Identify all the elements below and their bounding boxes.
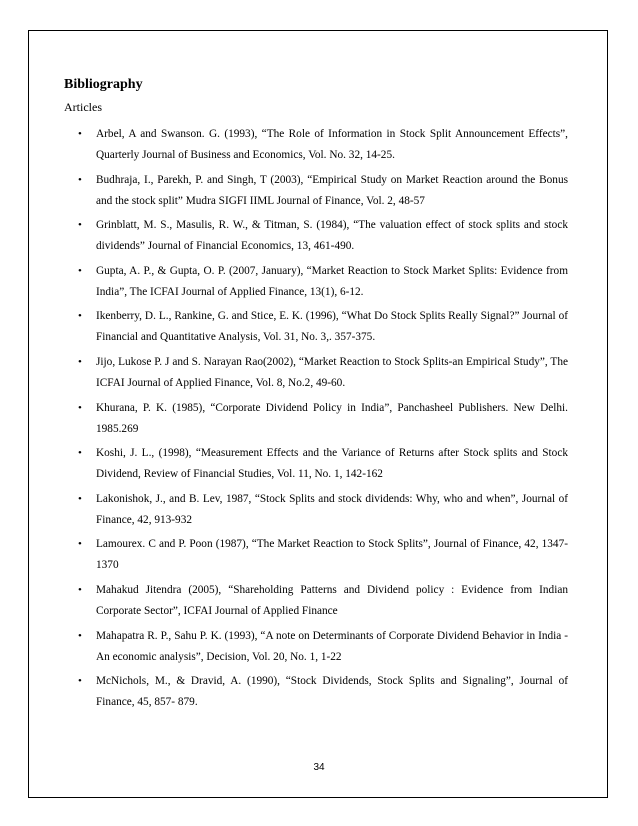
reference-text: Khurana, P. K. (1985), “Corporate Dividend Policy in India”, Panchasheel Publishers. New Delhi. 1985.269 xyxy=(96,401,568,435)
bullet-icon: • xyxy=(78,629,82,642)
bullet-icon: • xyxy=(78,538,82,551)
reference-text: Mahapatra R. P., Sahu P. K. (1993), “A note on Determinants of Corporate Dividend Behavior in India - An economic analysis”, Decision, Vol. 20, No. 1, 1-22 xyxy=(96,629,568,663)
reference-item xyxy=(78,443,568,485)
reference-item xyxy=(78,489,568,531)
reference-item xyxy=(78,124,568,166)
reference-item xyxy=(78,580,568,622)
reference-item xyxy=(78,352,568,394)
bullet-icon: • xyxy=(78,173,82,186)
articles-subheading: Articles xyxy=(64,100,102,114)
reference-item xyxy=(78,215,568,257)
reference-text: Gupta, A. P., & Gupta, O. P. (2007, January), “Market Reaction to Stock Market Splits: Evidence from India”, The ICFAI Journal of Applied Finance, 13(1), 6-12. xyxy=(96,264,568,298)
reference-text: Koshi, J. L., (1998), “Measurement Effects and the Variance of Returns after Stock splits and Stock Dividend, Review of Financial Studies, Vol. 11, No. 1, 142-162 xyxy=(96,447,568,481)
reference-item xyxy=(78,306,568,348)
reference-text: Arbel, A and Swanson. G. (1993), “The Role of Information in Stock Split Announcement Effects”, Quarterly Journal of Business and Economics, Vol. No. 32, 14-25. xyxy=(96,128,568,161)
bullet-icon: • xyxy=(78,128,82,140)
reference-item xyxy=(78,261,568,303)
reference-text: Mahakud Jitendra (2005), “Shareholding Patterns and Dividend policy : Evidence from Indian Corporate Sector”, ICFAI Journal of Applied Finance xyxy=(96,583,568,617)
reference-text: Budhraja, I., Parekh, P. and Singh, T (2003), “Empirical Study on Market Reaction around the Bonus and the stock split” Mudra SIGFI IIML Journal of Finance, Vol. 2, 48-57 xyxy=(96,173,568,207)
bullet-icon: • xyxy=(78,583,82,596)
bullet-icon: • xyxy=(78,401,82,414)
reference-text: Jijo, Lukose P. J and S. Narayan Rao(2002), “Market Reaction to Stock Splits-an Empirical Study”, The ICFAI Journal of Applied Finance, Vol. 8, No.2, 49-60. xyxy=(96,355,568,389)
reference-item xyxy=(78,398,568,440)
reference-text: Grinblatt, M. S., Masulis, R. W., & Titman, S. (1984), “The valuation effect of stock splits and stock dividends” Journal of Financial Economics, 13, 461-490. xyxy=(96,219,568,253)
bullet-icon: • xyxy=(78,492,82,505)
bullet-icon: • xyxy=(78,310,82,323)
bullet-icon: • xyxy=(78,264,82,277)
reference-item xyxy=(78,626,568,668)
reference-item xyxy=(78,671,568,713)
reference-text: Lakonishok, J., and B. Lev, 1987, “Stock Splits and stock dividends: Why, who and when”, Journal of Finance, 42, 913-932 xyxy=(96,492,568,526)
bullet-icon: • xyxy=(78,675,82,688)
bullet-icon: • xyxy=(78,355,82,368)
reference-item xyxy=(78,534,568,576)
bullet-icon: • xyxy=(78,219,82,232)
bullet-icon: • xyxy=(78,447,82,460)
reference-text: McNichols, M., & Dravid, A. (1990), “Stock Dividends, Stock Splits and Signaling”, Journal of Finance, 45, 857- 879. xyxy=(96,675,568,709)
reference-list xyxy=(78,124,568,717)
page-number: 34 xyxy=(313,762,325,773)
reference-text: Ikenberry, D. L., Rankine, G. and Stice, E. K. (1996), “What Do Stock Splits Really Signal?” Journal of Financial and Quantitative Analysis, Vol. 31, No. 3,. 357-375. xyxy=(96,310,568,344)
bibliography-heading: Bibliography xyxy=(64,77,143,92)
reference-item xyxy=(78,170,568,212)
reference-text: Lamourex. C and P. Poon (1987), “The Market Reaction to Stock Splits”, Journal of Finance, 42, 1347-1370 xyxy=(96,538,568,572)
